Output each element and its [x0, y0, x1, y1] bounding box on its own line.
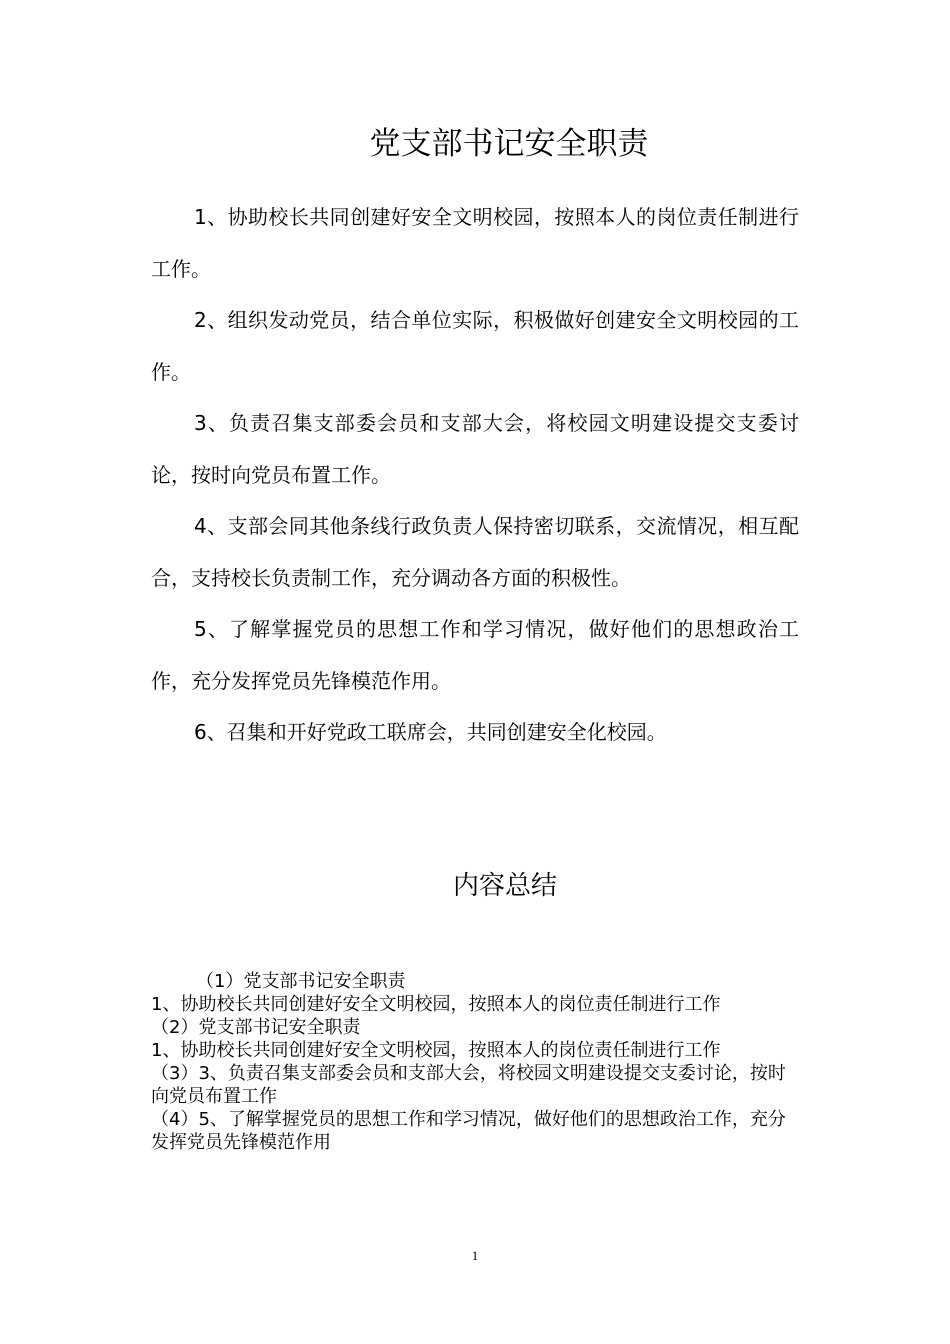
- summary-line-3: （2）党支部书记安全职责: [151, 1017, 361, 1038]
- summary-line-5: （3）3、负责召集支部委会员和支部大会，将校园文明建设提交支委讨论，按时向党员布置工作: [151, 1063, 786, 1107]
- page-number: 1: [471, 1248, 479, 1263]
- duty-item-2: 2、组织发动党员，结合单位实际，积极做好创建安全文明校园的工作。: [151, 308, 799, 384]
- duty-item-1: 1、协助校长共同创建好安全文明校园，按照本人的岗位责任制进行工作。: [151, 205, 799, 281]
- duty-item-5: 5、了解掌握党员的思想工作和学习情况，做好他们的思想政治工作，充分发挥党员先锋模范作用。: [151, 617, 799, 693]
- summary-block: [151, 970, 799, 1154]
- summary-line-1: （1）党支部书记安全职责: [196, 971, 406, 992]
- document-title: 党支部书记安全职责: [369, 126, 649, 162]
- summary-line-2: 1、协助校长共同创建好安全文明校园，按照本人的岗位责任制进行工作: [151, 994, 721, 1015]
- summary-line-6: （4）5、了解掌握党员的思想工作和学习情况，做好他们的思想政治工作，充分发挥党员先锋模范作用: [151, 1109, 786, 1153]
- duty-item-3: 3、负责召集支部委会员和支部大会，将校园文明建设提交支委讨论，按时向党员布置工作。: [151, 411, 799, 487]
- duty-item-6: 6、召集和开好党政工联席会，共同创建安全化校园。: [194, 720, 667, 744]
- summary-line-4: 1、协助校长共同创建好安全文明校园，按照本人的岗位责任制进行工作: [151, 1040, 721, 1061]
- duty-list: [151, 192, 799, 759]
- summary-title: 内容总结: [452, 871, 557, 901]
- duty-item-4: 4、支部会同其他条线行政负责人保持密切联系，交流情况，相互配合，支持校长负责制工作，充分调动各方面的积极性。: [151, 514, 799, 590]
